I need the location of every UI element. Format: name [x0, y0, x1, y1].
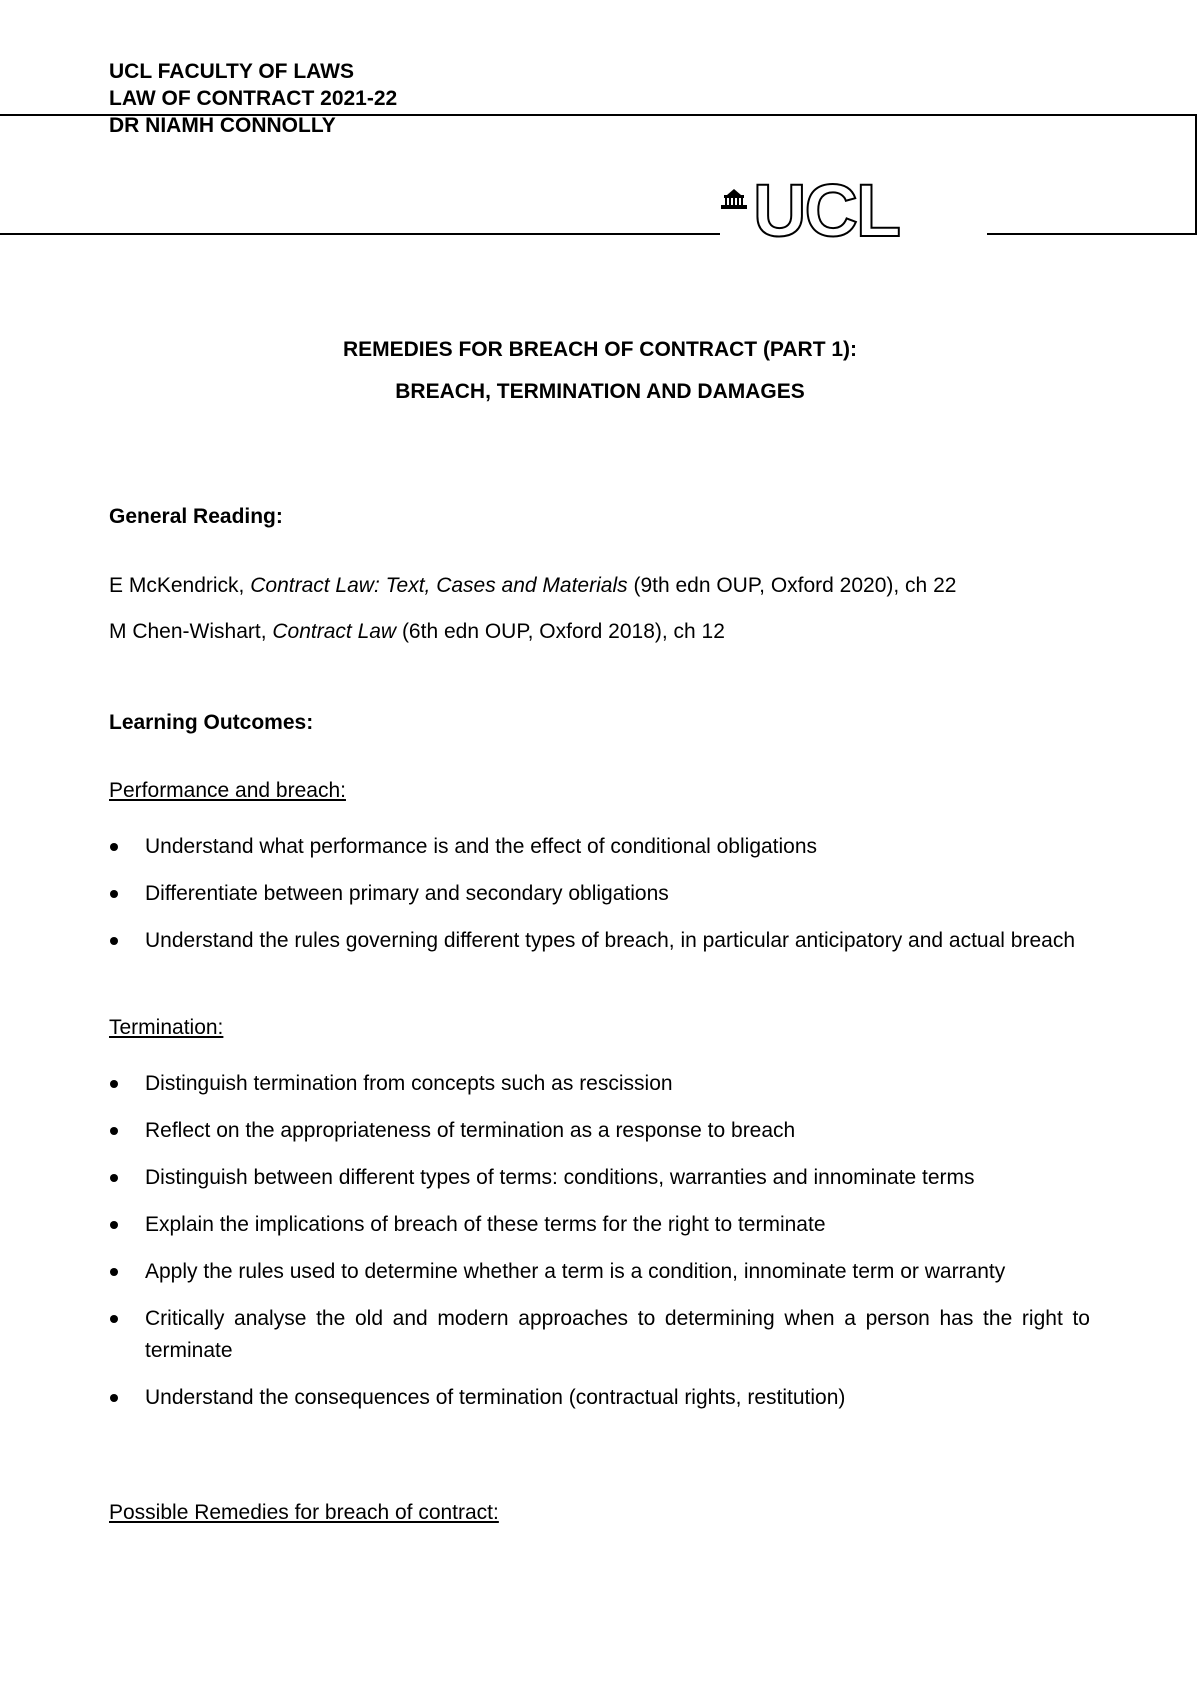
list-item-text: Critically analyse the old and modern approaches to determining when a person has the right to terminate [145, 1307, 1090, 1362]
list-item-text: Distinguish between different types of terms: conditions, warranties and innominate terms [145, 1166, 975, 1189]
faculty-name: UCL FACULTY OF LAWS [109, 60, 354, 83]
reading-item [109, 574, 956, 598]
header-frame [0, 114, 1197, 235]
bullet-icon [110, 937, 118, 945]
bullet-icon [110, 1127, 118, 1135]
list-item [109, 1382, 1090, 1414]
termination-subheading: Termination: [109, 1016, 224, 1039]
bullet-icon [110, 1268, 118, 1276]
list-item-text: Understand what performance is and the effect of conditional obligations [145, 835, 818, 858]
reading-author: M Chen-Wishart, [109, 620, 273, 643]
lecturer-name: DR NIAMH CONNOLLY [109, 114, 336, 137]
list-item [109, 831, 1090, 863]
list-item-text: Apply the rules used to determine whether a term is a condition, innominate term or warranty [145, 1260, 1006, 1283]
reading-details: (6th edn OUP, Oxford 2018), ch 12 [396, 620, 725, 643]
bullet-icon [110, 1394, 118, 1402]
learning-outcomes-heading: Learning Outcomes: [109, 711, 314, 734]
general-reading-heading: General Reading: [109, 505, 283, 528]
list-item [109, 1162, 1090, 1194]
list-item [109, 1256, 1090, 1288]
reading-title: Contract Law: Text, Cases and Materials [250, 574, 628, 597]
bullet-icon [110, 890, 118, 898]
performance-subheading: Performance and breach: [109, 779, 346, 802]
list-item [109, 1115, 1090, 1147]
list-item [109, 1209, 1090, 1241]
reading-title: Contract Law [272, 620, 397, 643]
termination-outcomes-list [109, 1068, 1090, 1414]
list-item [109, 1303, 1090, 1367]
portico-icon [721, 189, 747, 209]
list-item-text: Explain the implications of breach of these terms for the right to terminate [145, 1213, 826, 1236]
reading-details: (9th edn OUP, Oxford 2020), ch 22 [627, 574, 957, 597]
ucl-logo-graphic [715, 180, 995, 240]
document-title-line-2: BREACH, TERMINATION AND DAMAGES [395, 380, 805, 403]
remedies-subheading: Possible Remedies for breach of contract: [109, 1501, 499, 1524]
list-item-text: Reflect on the appropriateness of termination as a response to breach [145, 1119, 796, 1142]
bullet-icon [110, 1080, 118, 1088]
list-item [109, 878, 1090, 910]
bullet-icon [110, 1315, 118, 1323]
list-item-text: Understand the consequences of termination (contractual rights, restitution) [145, 1386, 846, 1409]
reading-item [109, 620, 725, 644]
list-item-text: Distinguish termination from concepts such as rescission [145, 1072, 673, 1095]
list-item-text: Differentiate between primary and secondary obligations [145, 882, 669, 905]
bullet-icon [110, 843, 118, 851]
list-item [109, 1068, 1090, 1100]
course-name: LAW OF CONTRACT 2021-22 [109, 87, 398, 110]
bullet-icon [110, 1221, 118, 1229]
ucl-logo-text: UCL [753, 180, 900, 240]
bullet-icon [110, 1174, 118, 1182]
performance-outcomes-list [109, 831, 1090, 957]
list-item [109, 925, 1090, 957]
document-title-line-1: REMEDIES FOR BREACH OF CONTRACT (PART 1): [342, 338, 858, 361]
ucl-logo [715, 180, 995, 245]
list-item-text: Understand the rules governing different types of breach, in particular anticipatory and actual breach [145, 929, 1075, 952]
reading-author: E McKendrick, [109, 574, 251, 597]
